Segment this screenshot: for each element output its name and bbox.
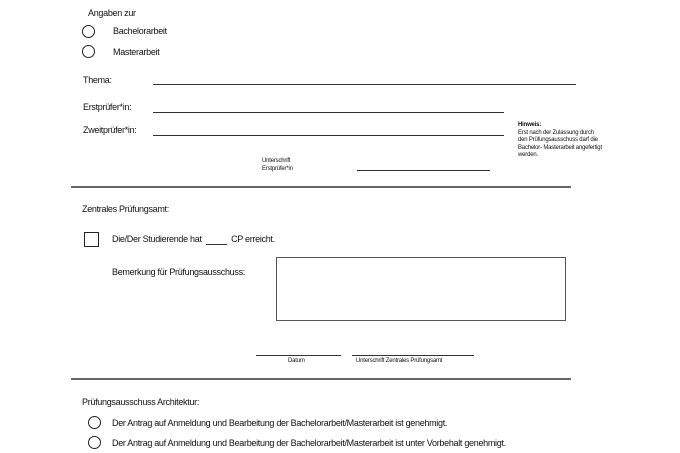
cp-reached-checkbox[interactable] [84,232,99,247]
erstpruefer-signature-line[interactable] [357,170,490,171]
signature-caption-line2: Erstprüfer*in [262,165,293,172]
section-divider [71,186,571,188]
cp-reached-text [112,235,275,245]
cp-suffix: CP erreicht. [231,234,275,244]
hinweis-line: Bachelor- Masterarbeit angefertigt [518,144,602,151]
angaben-heading: Angaben zur [88,8,136,18]
section-divider [71,378,571,380]
signature-caption-line1: Unterschrift [262,158,291,164]
bemerkung-label: Bemerkung für Prüfungsausschuss: [112,267,245,277]
hinweis-line: werden. [518,152,538,158]
masterarbeit-radio[interactable] [82,45,95,58]
hinweis-title: Hinweis: [518,122,542,128]
cp-amount-field[interactable] [206,235,227,245]
masterarbeit-label: Masterarbeit [113,47,160,57]
datum-label: Datum [288,358,305,364]
unterschrift-zpa-line[interactable] [352,355,474,356]
datum-line[interactable] [256,355,341,356]
thema-field[interactable] [153,84,576,85]
vorbehalt-genehmigt-radio[interactable] [88,436,101,449]
pruefungsausschuss-heading: Prüfungsausschuss Architektur: [82,397,200,407]
genehmigt-radio[interactable] [88,416,101,429]
erstpruefer-signature-caption [262,158,293,173]
zweitpruefer-label: Zweitprüfer*in: [83,125,137,135]
erstpruefer-label: Erstprüfer*in: [83,102,132,112]
hinweis-line: Erst nach der Zulassung durch [518,129,594,136]
erstpruefer-field[interactable] [153,112,504,113]
unterschrift-zpa-label: Unterschrift Zentrales Prüfungsamt [356,358,443,364]
bachelorarbeit-radio[interactable] [82,25,95,38]
vorbehalt-genehmigt-label: Der Antrag auf Anmeldung und Bearbeitung der Bachelorarbeit/Masterarbeit ist unter Vorbehalt genehmigt. [112,438,506,448]
zweitpruefer-field[interactable] [153,135,504,136]
zentrales-pruefungsamt-heading: Zentrales Prüfungsamt: [82,204,169,214]
hinweis-note [518,122,602,160]
genehmigt-label: Der Antrag auf Anmeldung und Bearbeitung der Bachelorarbeit/Masterarbeit ist genehmigt. [112,418,448,428]
bemerkung-textbox[interactable] [276,257,566,321]
hinweis-line: den Prüfungsausschuss darf die [518,137,598,143]
bachelorarbeit-label: Bachelorarbeit [113,26,167,36]
thema-label: Thema: [83,75,112,85]
cp-prefix: Die/Der Studierende hat [112,234,202,244]
